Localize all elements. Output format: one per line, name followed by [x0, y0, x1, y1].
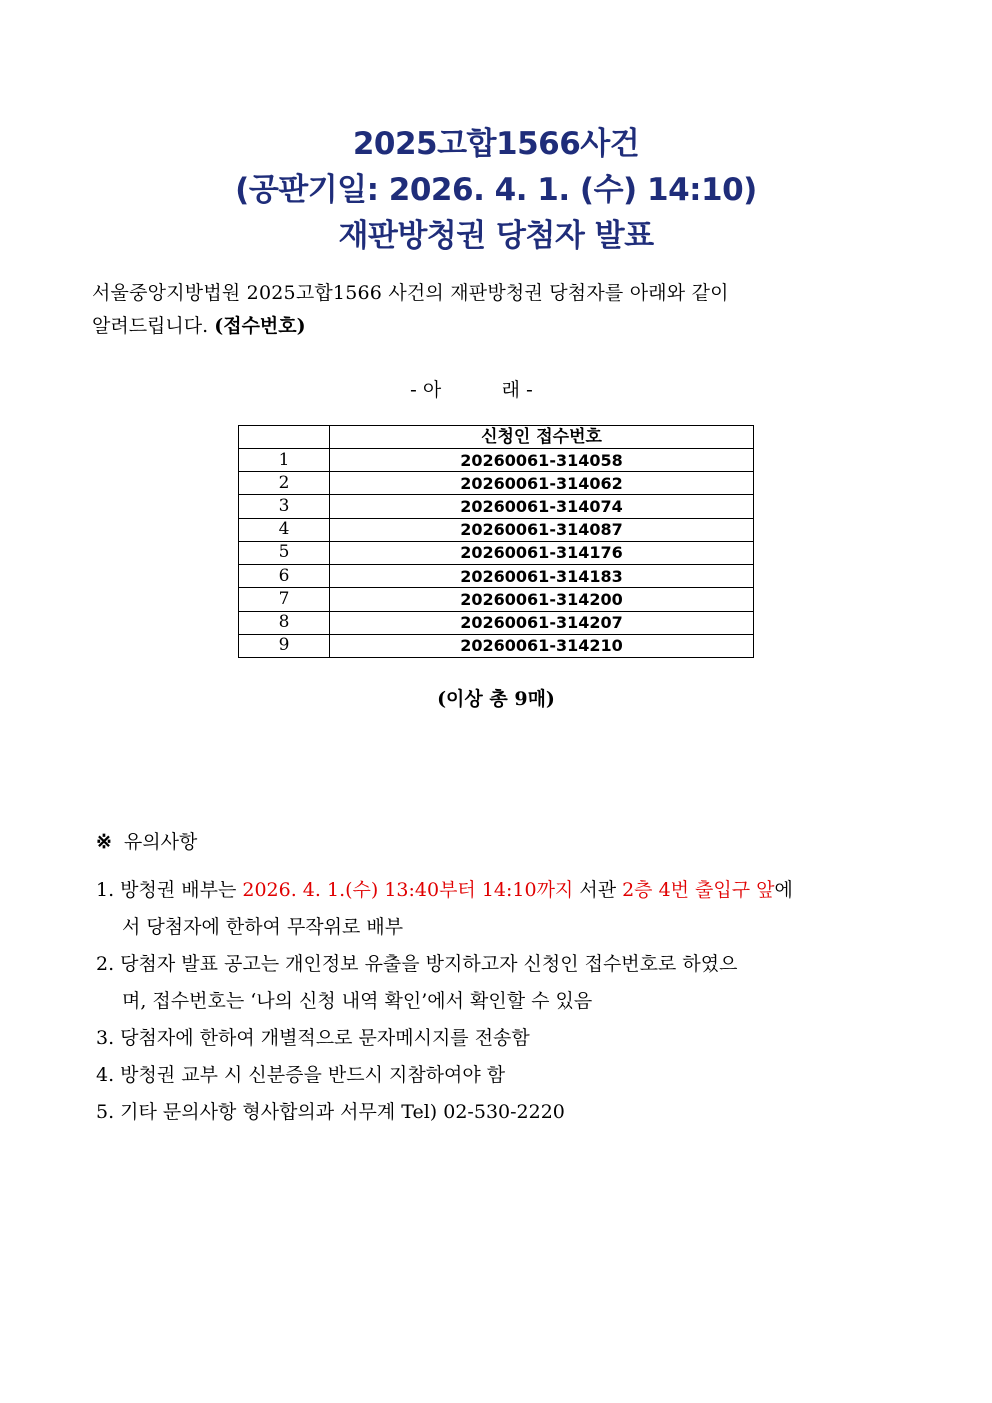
receipt-number: 20260061-314210: [330, 634, 754, 657]
receipt-number: 20260061-314087: [330, 518, 754, 541]
notice-heading: [96, 833, 197, 852]
row-number: 3: [239, 495, 330, 518]
intro-text-plain: 알려드립니다.: [92, 315, 215, 337]
notice-item-1-mid: 서관: [573, 879, 623, 901]
notice-item-1-time: 2026. 4. 1.(수) 13:40부터 14:10까지: [242, 879, 574, 901]
notice-item-2-continuation: 며, 접수번호는 ‘나의 신청 내역 확인’에서 확인할 수 있음: [122, 990, 593, 1012]
table-row: [239, 541, 754, 564]
page-title-trial-date: (공판기일: 2026. 4. 1. (수) 14:10): [235, 172, 757, 208]
table-row: [239, 611, 754, 634]
row-number: 6: [239, 565, 330, 588]
receipt-number: 20260061-314183: [330, 565, 754, 588]
page-title-announcement: 재판방청권 당첨자 발표: [338, 218, 654, 254]
row-number: 5: [239, 541, 330, 564]
winners-table: [238, 425, 754, 658]
receipt-number: 20260061-314207: [330, 611, 754, 634]
notice-item-1-continuation: 서 당첨자에 한하여 무작위로 배부: [122, 916, 404, 938]
notice-item-3: 3. 당첨자에 한하여 개별적으로 문자메시지를 전송함: [96, 1027, 530, 1049]
table-row: [239, 634, 754, 657]
intro-text-line1: 서울중앙지방법원 2025고합1566 사건의 재판방청권 당첨자를 아래와 같이: [92, 282, 729, 304]
intro-text-bold: (접수번호): [214, 315, 306, 337]
page-title-case-number: 2025고합1566사건: [352, 126, 640, 162]
row-number: 4: [239, 518, 330, 541]
section-marker: - 아 래 -: [410, 379, 533, 401]
receipt-number: 20260061-314062: [330, 472, 754, 495]
notice-item-1-suffix: 에: [774, 879, 793, 901]
receipt-number: 20260061-314074: [330, 495, 754, 518]
receipt-number: 20260061-314200: [330, 588, 754, 611]
notice-heading-label: 유의사항: [123, 831, 198, 853]
table-row: [239, 518, 754, 541]
table-row: [239, 495, 754, 518]
notice-item-1-location: 2층 4번 출입구 앞: [622, 879, 775, 901]
notice-item-5: 5. 기타 문의사항 형사합의과 서무계 Tel) 02-530-2220: [96, 1101, 565, 1123]
receipt-number: 20260061-314058: [330, 449, 754, 472]
header-num: [239, 426, 330, 449]
notice-item-1-prefix: 1. 방청권 배부는: [96, 879, 243, 901]
notice-item-1: [96, 881, 793, 900]
table-row: [239, 472, 754, 495]
intro-text-line2: [92, 317, 912, 336]
row-number: 1: [239, 449, 330, 472]
table-header-row: [239, 426, 754, 449]
row-number: 9: [239, 634, 330, 657]
notice-item-4: 4. 방청권 교부 시 신분증을 반드시 지참하여야 함: [96, 1064, 506, 1086]
table-row: [239, 588, 754, 611]
header-receipt-number: 신청인 접수번호: [330, 426, 754, 449]
table-row: [239, 449, 754, 472]
table-row: [239, 565, 754, 588]
receipt-number: 20260061-314176: [330, 541, 754, 564]
notice-item-2: 2. 당첨자 발표 공고는 개인정보 유출을 방지하고자 신청인 접수번호로 하였으: [96, 953, 738, 975]
reference-mark-icon: ※: [96, 831, 112, 853]
row-number: 2: [239, 472, 330, 495]
row-number: 8: [239, 611, 330, 634]
row-number: 7: [239, 588, 330, 611]
total-count: (이상 총 9매): [437, 688, 555, 710]
